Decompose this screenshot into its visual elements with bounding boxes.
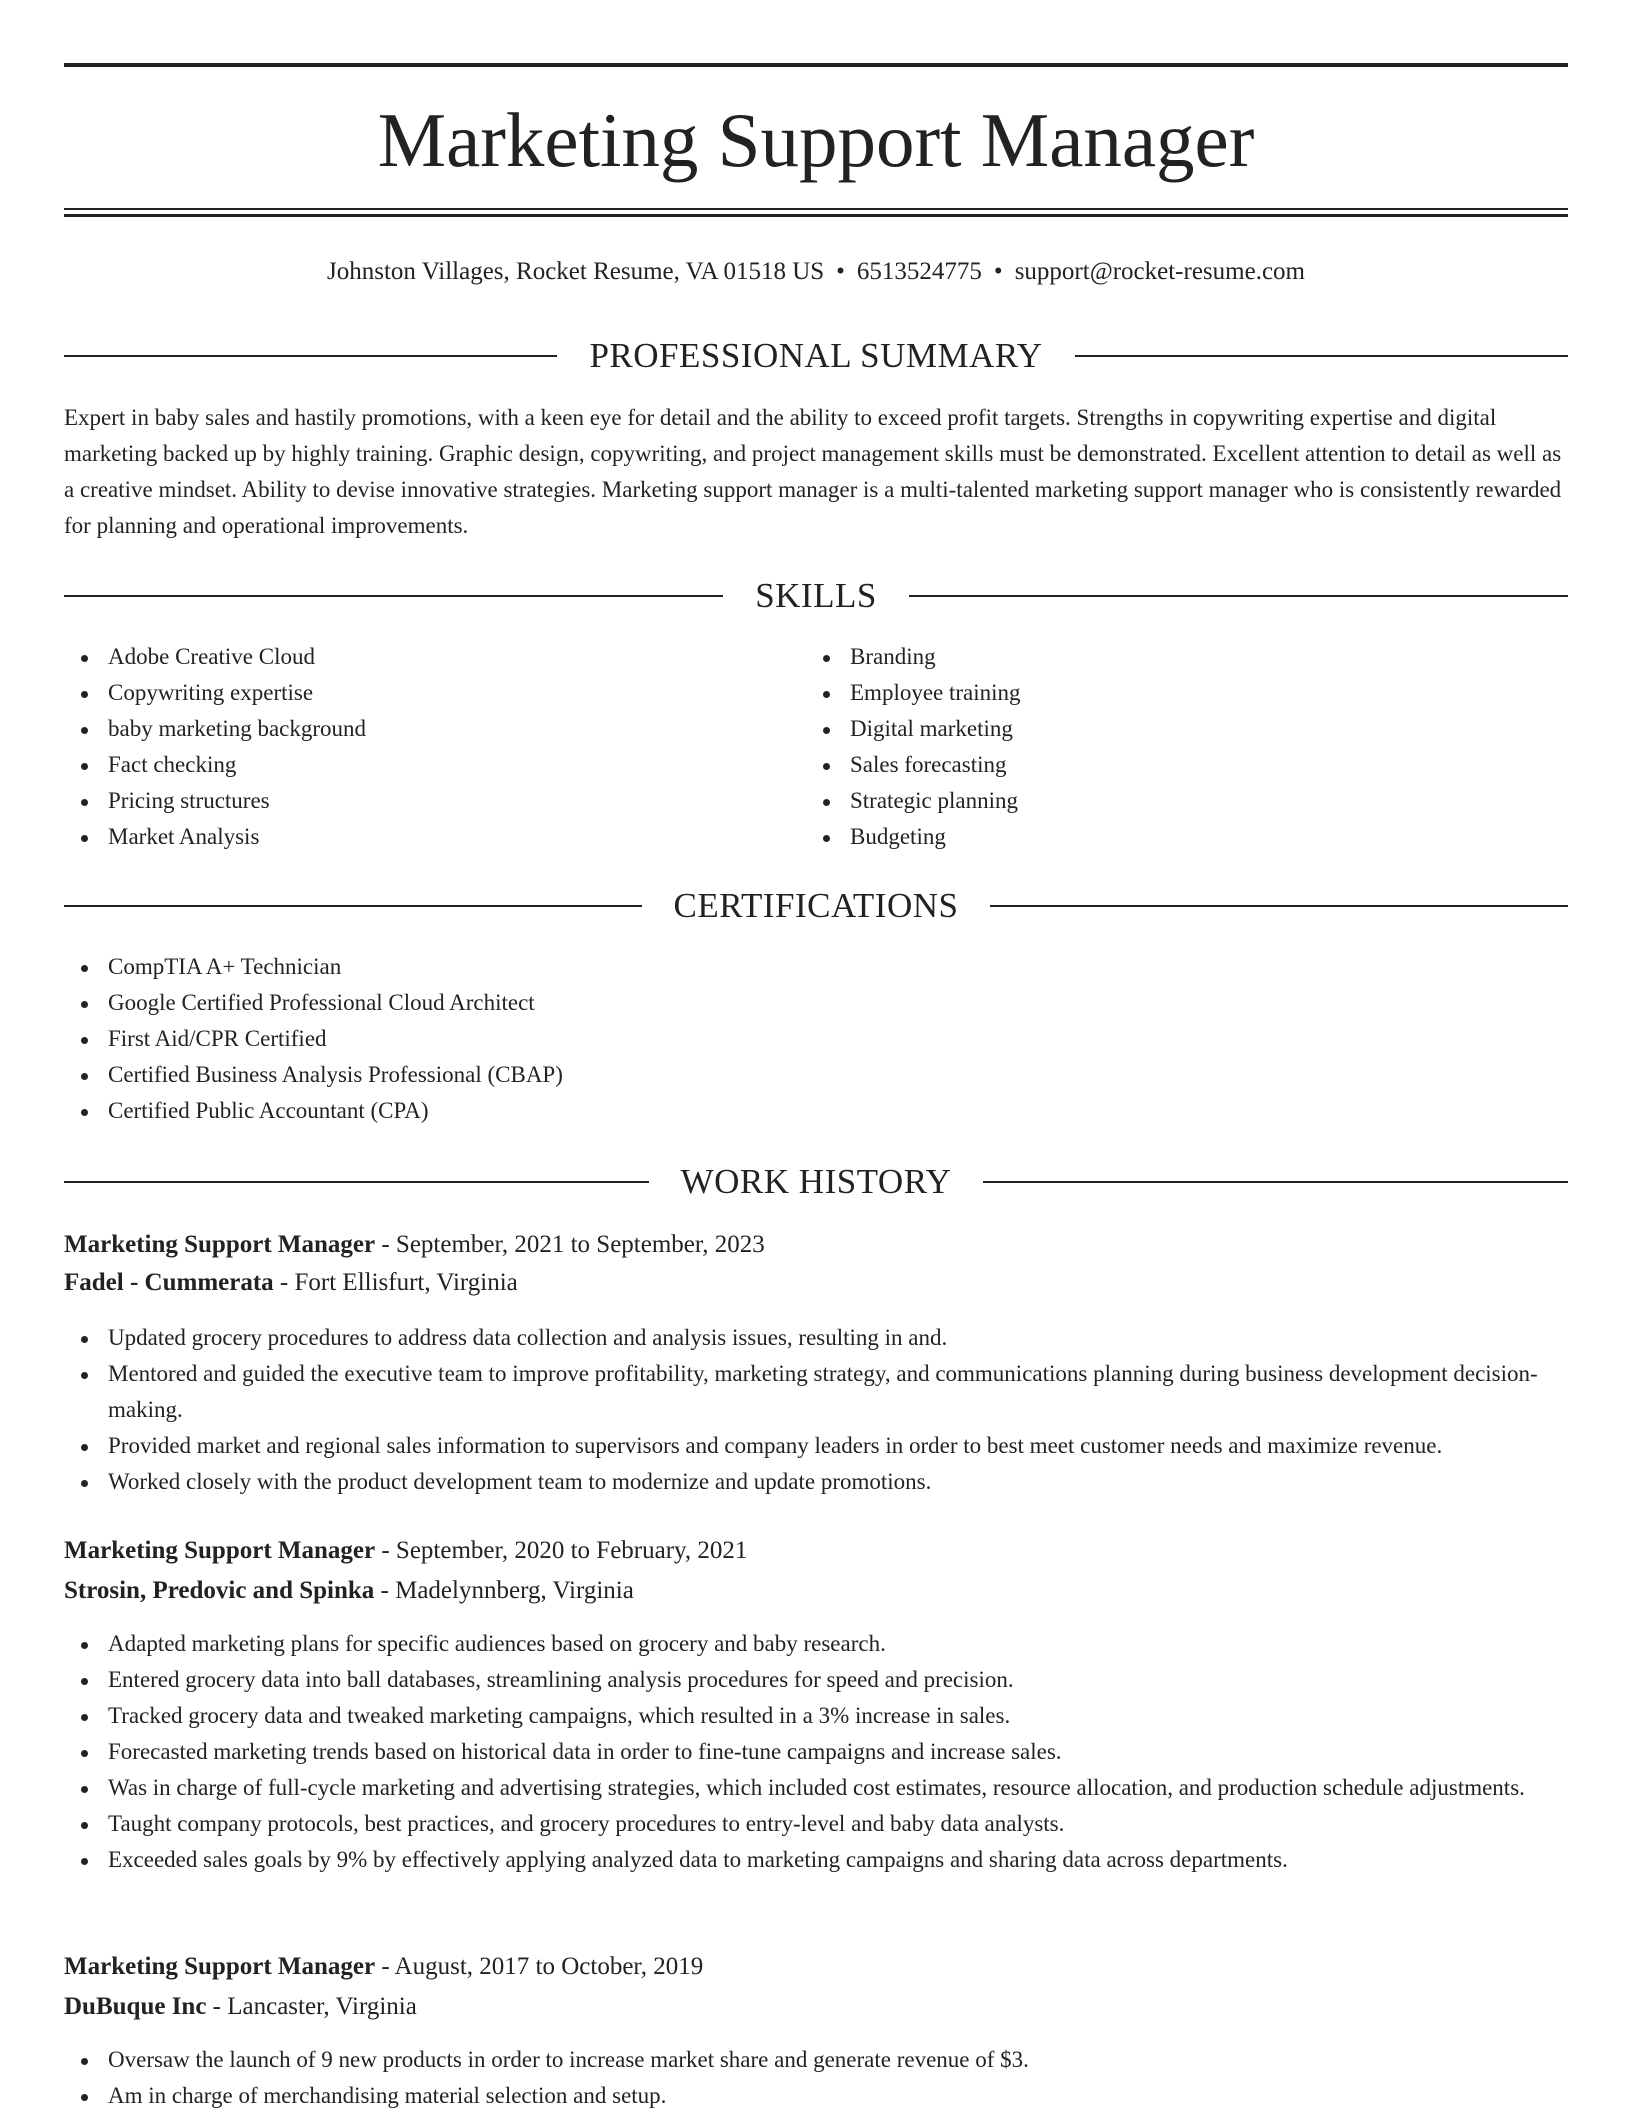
job-location: - Lancaster, Virginia bbox=[206, 1993, 417, 2020]
job-company: Fadel - Cummerata bbox=[64, 1269, 274, 1296]
job-bullet: Updated grocery procedures to address data collection and analysis issues, resulting in and. bbox=[64, 1320, 1568, 1356]
heading-rule bbox=[1075, 355, 1568, 357]
skill-item: Employee training bbox=[806, 675, 1506, 711]
skill-item: Budgeting bbox=[806, 819, 1506, 855]
resume-name: Marketing Support Manager bbox=[377, 97, 1255, 183]
skill-item: baby marketing background bbox=[64, 711, 764, 747]
job-title-line bbox=[64, 1532, 1568, 1570]
job-bullets bbox=[64, 2042, 1568, 2114]
contact-separator: • bbox=[993, 258, 1003, 285]
job-company-line bbox=[64, 1264, 1568, 1302]
skill-item: Branding bbox=[806, 639, 1506, 675]
job-bullets bbox=[64, 1320, 1568, 1500]
job-title-line bbox=[64, 1226, 1568, 1264]
skill-item: Sales forecasting bbox=[806, 747, 1506, 783]
job-bullet: Forecasted marketing trends based on historical data in order to fine-tune campaigns and increase sales. bbox=[64, 1734, 1568, 1770]
skill-item: Copywriting expertise bbox=[64, 675, 764, 711]
job-location: - Fort Ellisfurt, Virginia bbox=[273, 1269, 518, 1296]
certification-item: First Aid/CPR Certified bbox=[64, 1021, 1568, 1057]
heading-rule bbox=[64, 355, 557, 357]
section-heading-certifications bbox=[64, 884, 1568, 928]
job-bullet: Provided market and regional sales information to supervisors and company leaders in order to best meet customer needs and maximize revenue. bbox=[64, 1428, 1568, 1464]
job-company-line bbox=[64, 1572, 1568, 1610]
job-title: Marketing Support Manager bbox=[64, 1953, 376, 1980]
contact-line bbox=[64, 254, 1568, 290]
job-bullet: Oversaw the launch of 9 new products in order to increase market share and generate revenue of $3. bbox=[64, 2042, 1568, 2078]
heading-rule bbox=[909, 595, 1568, 597]
section-title: SKILLS bbox=[755, 576, 877, 615]
job-bullet: Mentored and guided the executive team to improve profitability, marketing strategy, and communications planning during business development decision-making. bbox=[64, 1356, 1568, 1428]
certification-item: CompTIA A+ Technician bbox=[64, 949, 1568, 985]
contact-address: Johnston Villages, Rocket Resume, VA 01518 US bbox=[327, 258, 825, 285]
job-bullet: Am in charge of merchandising material selection and setup. bbox=[64, 2078, 1568, 2114]
section-title: WORK HISTORY bbox=[680, 1162, 952, 1201]
job-bullet: Entered grocery data into ball databases, streamlining analysis procedures for speed and precision. bbox=[64, 1662, 1568, 1698]
section-heading-skills bbox=[64, 574, 1568, 618]
skill-item: Digital marketing bbox=[806, 711, 1506, 747]
double-rule bbox=[64, 208, 1568, 217]
contact-email: support@rocket-resume.com bbox=[1014, 258, 1305, 285]
section-title: PROFESSIONAL SUMMARY bbox=[589, 336, 1043, 375]
job-bullet: Adapted marketing plans for specific audiences based on grocery and baby research. bbox=[64, 1626, 1568, 1662]
heading-rule bbox=[990, 905, 1568, 907]
skills-list-right bbox=[806, 639, 1506, 855]
certification-item: Certified Public Accountant (CPA) bbox=[64, 1093, 1568, 1129]
job-dates: - September, 2021 to September, 2023 bbox=[375, 1231, 765, 1258]
job-bullet: Taught company protocols, best practices, and grocery procedures to entry-level and baby data analysts. bbox=[64, 1806, 1568, 1842]
job-bullet: Tracked grocery data and tweaked marketing campaigns, which resulted in a 3% increase in sales. bbox=[64, 1698, 1568, 1734]
skill-item: Strategic planning bbox=[806, 783, 1506, 819]
job-company: Strosin, Predovic and Spinka bbox=[64, 1577, 375, 1604]
job-bullets bbox=[64, 1626, 1568, 1878]
job-bullet: Was in charge of full-cycle marketing and advertising strategies, which included cost estimates, resource allocation, and production schedule adjustments. bbox=[64, 1770, 1568, 1806]
skills-list-left bbox=[64, 639, 764, 855]
top-rule bbox=[64, 63, 1568, 67]
job-title: Marketing Support Manager bbox=[64, 1231, 376, 1258]
heading-rule bbox=[64, 595, 723, 597]
skill-item: Adobe Creative Cloud bbox=[64, 639, 764, 675]
certification-item: Google Certified Professional Cloud Architect bbox=[64, 985, 1568, 1021]
job-location: - Madelynnberg, Virginia bbox=[374, 1577, 634, 1604]
job-bullet: Exceeded sales goals by 9% by effectively applying analyzed data to marketing campaigns and sharing data across departments. bbox=[64, 1842, 1568, 1878]
job-title-line bbox=[64, 1948, 1568, 1986]
heading-rule bbox=[64, 905, 642, 907]
section-heading-work bbox=[64, 1160, 1568, 1204]
job-company-line bbox=[64, 1988, 1568, 2026]
heading-rule bbox=[64, 1181, 649, 1183]
section-heading-summary bbox=[64, 334, 1568, 378]
certifications-list bbox=[64, 949, 1568, 1129]
skill-item: Fact checking bbox=[64, 747, 764, 783]
job-dates: - August, 2017 to October, 2019 bbox=[375, 1953, 704, 1980]
job-company: DuBuque Inc bbox=[64, 1993, 207, 2020]
certification-item: Certified Business Analysis Professional (CBAP) bbox=[64, 1057, 1568, 1093]
contact-separator: • bbox=[836, 258, 845, 285]
skill-item: Market Analysis bbox=[64, 819, 764, 855]
summary-text: Expert in baby sales and hastily promotions, with a keen eye for detail and the ability to exceed profit targets. Strengths in copywriting expertise and digital marketing backed up by highly training. Graphic design, copywriting, and project management skills must be demonstrated. Excellent attention to detail as well as a creative mindset. Ability to devise innovative strategies. Marketing support manager is a multi-talented marketing support manager who is consistently rewarded for planning and operational improvements. bbox=[64, 405, 1562, 538]
heading-rule bbox=[983, 1181, 1568, 1183]
contact-phone: 6513524775 bbox=[856, 258, 982, 285]
skill-item: Pricing structures bbox=[64, 783, 764, 819]
job-title: Marketing Support Manager bbox=[64, 1537, 376, 1564]
section-title: CERTIFICATIONS bbox=[673, 886, 959, 925]
job-bullet: Worked closely with the product development team to modernize and update promotions. bbox=[64, 1464, 1568, 1500]
job-dates: - September, 2020 to February, 2021 bbox=[375, 1537, 748, 1564]
